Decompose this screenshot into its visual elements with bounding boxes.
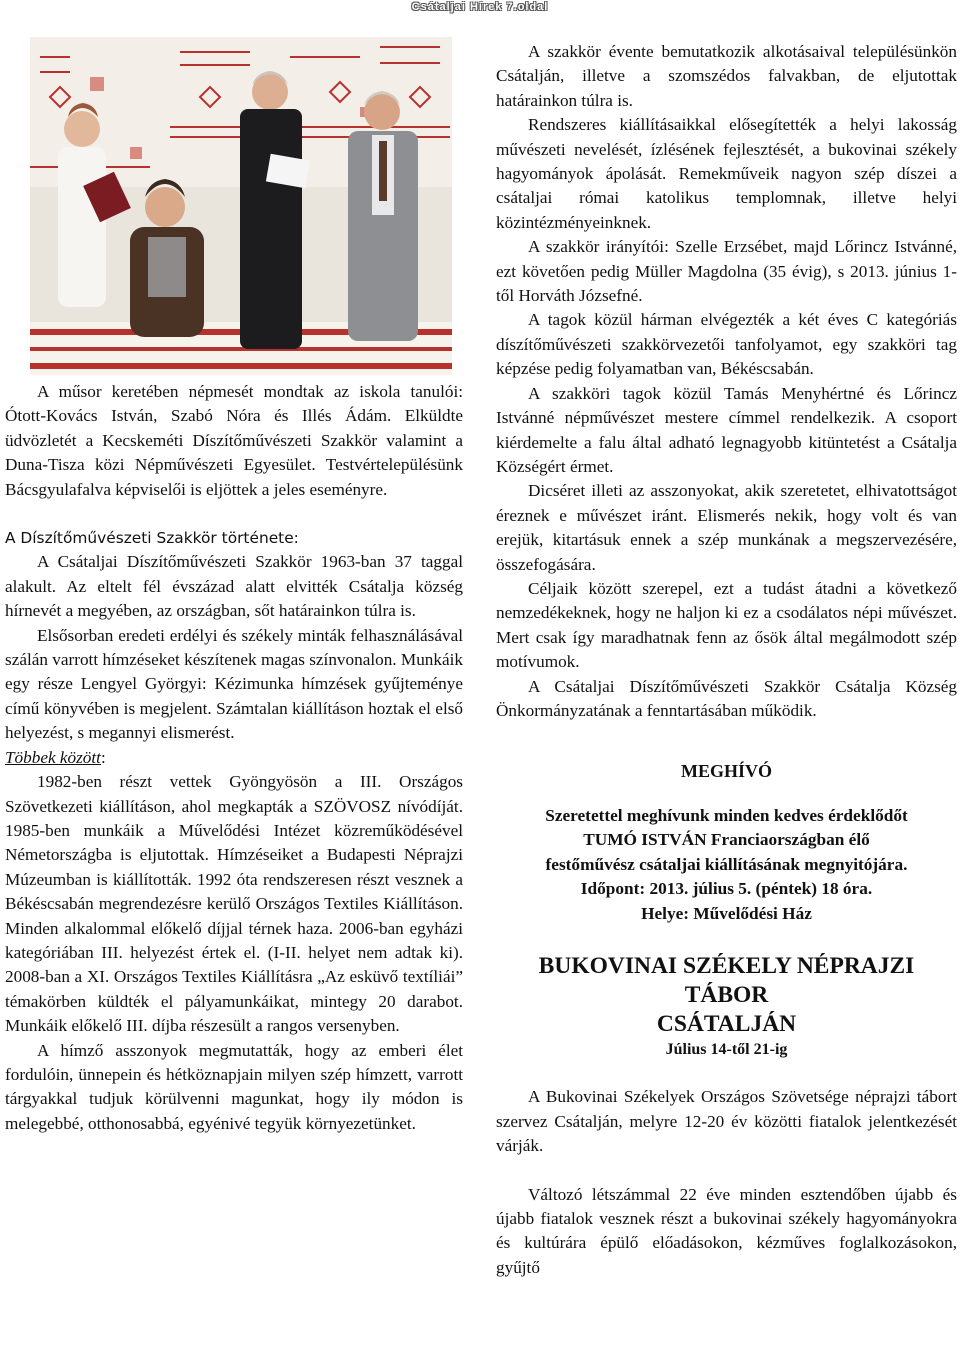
- invitation-heading: MEGHÍVÓ: [680, 761, 772, 782]
- left-paragraph-1: A műsor keretében népmesét mondtak az iskola tanulói: Ótott-Kovács István, Szabó Nóra és Illés Ádám. Elküldte üdvözletét a Kecskeméti Díszítőművészeti Szakkör valamint a Duna-Tisza közi Népművészeti Egyesület. Testvértelepülésünk Bácsgyulafalva képviselői is eljöttek a jeles eseményre.: [5, 382, 463, 499]
- camp-title-line-2: TÁBOR: [684, 982, 769, 1009]
- right-paragraph-1: A szakkör évente bemutatkozik alkotásaival településünkön Csátalján, illetve a szomszédos falvakban, de eljutottak határainkon túlra is.: [496, 42, 957, 110]
- left-paragraph-4: 1982-ben részt vettek Gyöngyösön a III. Országos Szövetkezeti kiállításon, ahol megkapták a SZÖVOSZ nívódíját. 1985-ben munkáik a Művelődési Intézet közreműködésével Németországba is eljutottak. Hímzéseiket a Budapesti Néprajzi Múzeumban is kiállították. 1992 óta rendszeresen részt vesznek a Békéscsabán megrendezésre kerülő Országos Textiles Kiállításon. Minden alkalommal előkelő díjjal térnek haza. 2006-ban egyházi kategóriában III. helyezést értek el. (I-II. helyet nem adtak ki). 2008-ban a XI. Országos Textiles Kiállításra „Az esküvő textíliái” témakörben küldték el pályamunkáikat, mintegy 20 darabot. Munkáik előkelő III. díjba részesült a rangos versenyben.: [5, 772, 463, 1036]
- right-paragraph-3: A szakkör irányítói: Szelle Erzsébet, majd Lőrincz Istvánné, ezt követően pedig Müller Magdolna (35 évig), s 2013. június 1-től Horváth Józsefné.: [496, 237, 957, 306]
- invitation-line-4: Időpont: 2013. július 5. (péntek) 18 óra.: [580, 879, 873, 899]
- camp-title-line-1: BUKOVINAI SZÉKELY NÉPRAJZI: [538, 953, 915, 980]
- camp-title-line-3: CSÁTALJÁN: [656, 1011, 797, 1038]
- section-title: A Díszítőművészeti Szakkör története:: [5, 529, 299, 548]
- left-paragraph-5: A hímző asszonyok megmutatták, hogy az emberi élet fordulóin, ünnepein és hétköznapjain milyen szép hímzett, varrott tárgyakkal tudjuk körülvenni magunkat, hogy ily módon is melegebbé, otthonosabbá, egyénivé tegyük környezetünket.: [5, 1040, 463, 1133]
- left-column: [5, 380, 463, 1136]
- page-header: Csátaljai Hírek 7.oldal: [411, 1, 549, 13]
- invitation-line-5: Helye: Művelődési Ház: [641, 903, 812, 923]
- left-paragraph-3: Elsősorban eredeti erdélyi és székely minták felhasználásával szálán varrott hímzéseket készítenek magas színvonalon. Munkáik egy része Lengyel Györgyi: Kézimunka hímzések gyűjteménye című könyvében is megjelent. Számtalan kiállításon hoztak el első helyezést, s megannyi elismerést.: [5, 625, 463, 743]
- right-paragraph-10: Változó létszámmal 22 éve minden esztendőben újabb és újabb fiatalok vesznek részt a bukovinai székely hagyományokra és kultúrára épülő előadásokon, kézműves foglalkozásokon, gyűjtő: [496, 1184, 957, 1277]
- invitation-line-2: TUMÓ ISTVÁN Franciaországban élő: [583, 830, 870, 850]
- right-paragraph-7: Céljaik között szerepel, ezt a tudást átadni a következő nemzedékeknek, hogy ne haljon ki ez a csodálatos népi művészet. Mert csak így maradhatnak fenn az ősök által megálmodott szép motívumok.: [496, 578, 957, 672]
- right-paragraph-8: A Csátaljai Díszítőművészeti Szakkör Csátalja Község Önkormányzatának a fenntartásában működik.: [496, 676, 957, 720]
- right-paragraph-2: Rendszeres kiállításaikkal elősegítették a helyi lakosság művészeti nevelését, ízlésének fejlesztését, a bukovinai székely hagyományok ápolását. Remekműveik nagyon szép díszei a csátaljai római katolikus templomnak, illetve helyi közintézményeinknek.: [496, 115, 957, 232]
- right-paragraph-5: A szakköri tagok közül Tamás Menyhértné és Lőrincz Istvánné népművészet mestere címmel rendelkezik. A csoport kiérdemelte a falu által adható legnagyobb kitüntetést a Csátalja Községért érmet.: [496, 383, 957, 476]
- right-paragraph-9: A Bukovinai Székelyek Országos Szövetsége néprajzi tábort szervez Csátalján, melyre 12-20 év közötti fiatalok jelentkezését várják.: [496, 1087, 957, 1156]
- right-paragraph-4: A tagok közül hárman elvégezték a két éves C kategóriás díszítőművészeti szakkörvezetői tanfolyamot, egy szakköri tag képzése pedig folyamatban van, Békéscsabán.: [496, 310, 957, 379]
- camp-dates: Július 14-től 21-ig: [665, 1041, 788, 1059]
- invitation-line-1: Szeretettel meghívunk minden kedves érdeklődőt: [545, 805, 908, 825]
- right-paragraph-6: Dicséret illeti az asszonyokat, akik szeretetet, elhivatottságot éreznek e művészet iránt. Elismerés nekik, hogy volt és van erejük, kitartásuk ennek a szép munkának a megszervezésére, összefogására.: [496, 481, 957, 574]
- among-line: Többek között:: [5, 747, 106, 767]
- group-photo: [30, 37, 452, 375]
- among-label: Többek között: [5, 747, 101, 767]
- left-paragraph-2: A Csátaljai Díszítőművészeti Szakkör 1963-ban 37 taggal alakult. Az eltelt fél évszázad alatt elvitték Csátalja község hírnevét a megyében, az országban, sőt határainkon túlra is.: [5, 552, 463, 621]
- right-column: [496, 40, 957, 1280]
- invitation-line-3: festőművész csátaljai kiállításának megnyitójára.: [545, 854, 908, 874]
